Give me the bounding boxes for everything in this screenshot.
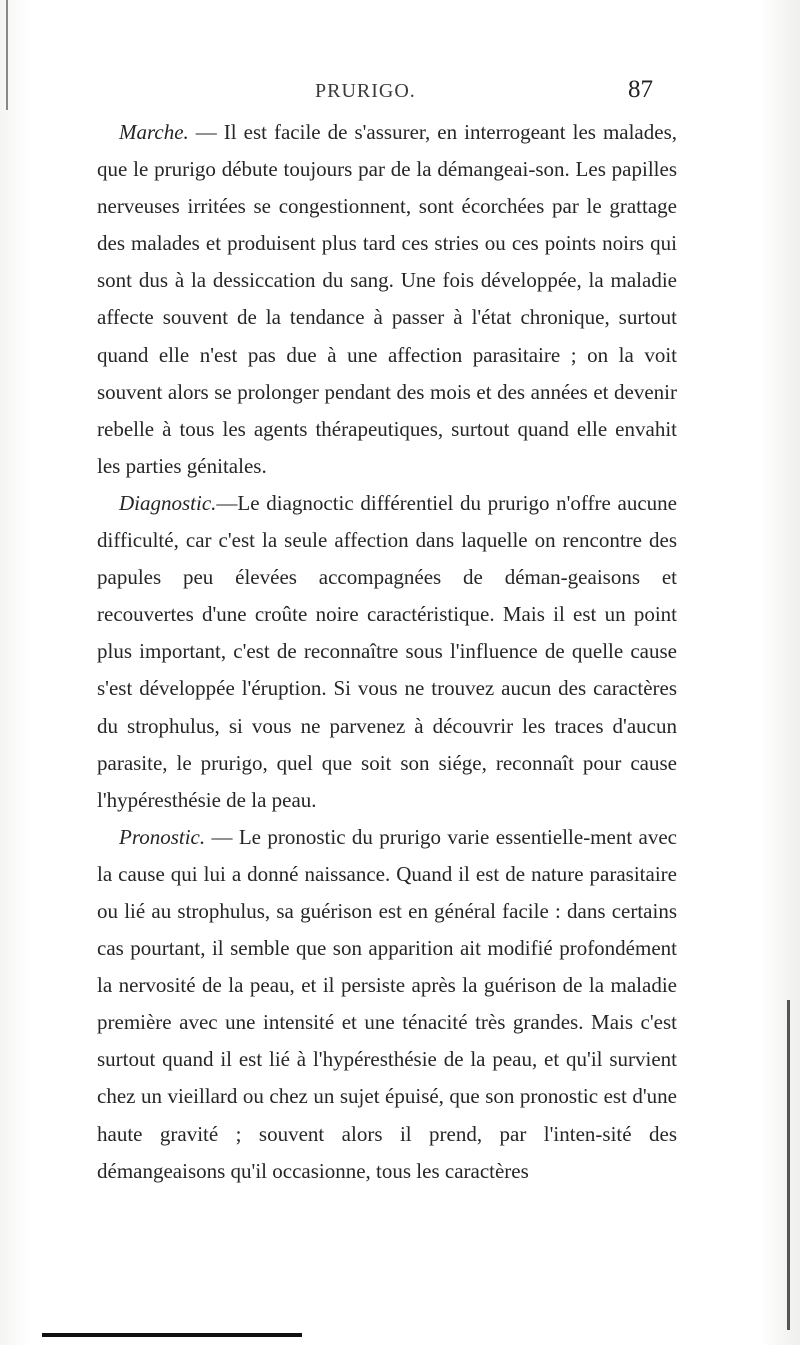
body-text <box>97 114 677 1190</box>
paragraph-diagnostic <box>97 485 677 819</box>
page-header <box>0 76 800 106</box>
text-marche: — Il est facile de s'assurer, en interrogeant les malades, que le prurigo débute toujours par de la démangeai-son. Les papilles nerveuses irritées se congestionnent, sont écorchées par le grattage des malades et produisent plus tard ces stries ou ces points noirs qui sont dus à la dessiccation du sang. Une fois développée, la maladie affecte souvent de la tendance à passer à l'état chronique, surtout quand elle n'est pas due à une affection parasitaire ; on la voit souvent alors se prolonger pendant des mois et des années et devenir rebelle à tous les agents thérapeutiques, surtout quand elle envahit les parties génitales. <box>97 120 677 478</box>
page-number: 87 <box>628 76 653 103</box>
page-edge-right <box>787 1000 790 1330</box>
text-pronostic: — Le pronostic du prurigo varie essentielle-ment avec la cause qui lui a donné naissance. Quand il est de nature parasitaire ou lié au strophulus, sa guérison est en général facile : dans certains cas pourtant, il semble que son apparition ait modifié profondément la nervosité de la peau, et il persiste après la guérison de la maladie première avec une intensité et une ténacité très grandes. Mais c'est surtout quand il est lié à l'hypéresthésie de la peau, et qu'il survient chez un vieillard ou chez un sujet épuisé, que son pronostic est d'une haute gravité ; souvent alors il prend, par l'inten-sité des démangeaisons qu'il occasionne, tous les caractères <box>97 824 677 1183</box>
bottom-scan-rule <box>42 1333 302 1337</box>
running-head: PRURIGO. <box>315 80 416 102</box>
text-diagnostic: —Le diagnoctic différentiel du prurigo n'offre aucune difficulté, car c'est la seule affection dans laquelle on rencontre des papules peu élevées accompagnées de déman-geaisons et recouvertes d'une croûte noire caractéristique. Mais il est un point plus important, c'est de reconnaître sous l'influence de quelle cause s'est développée l'éruption. Si vous ne trouvez aucun des caractères du strophulus, si vous ne parvenez à découvrir les traces d'aucun parasite, le prurigo, quel que soit son siége, reconnaît pour cause l'hypéresthésie de la peau. <box>97 490 677 812</box>
paragraph-pronostic <box>97 819 677 1190</box>
paragraph-marche <box>97 114 677 485</box>
heading-marche: Marche. <box>119 120 189 144</box>
heading-diagnostic: Diagnostic. <box>119 490 217 515</box>
heading-pronostic: Pronostic. <box>119 824 206 849</box>
